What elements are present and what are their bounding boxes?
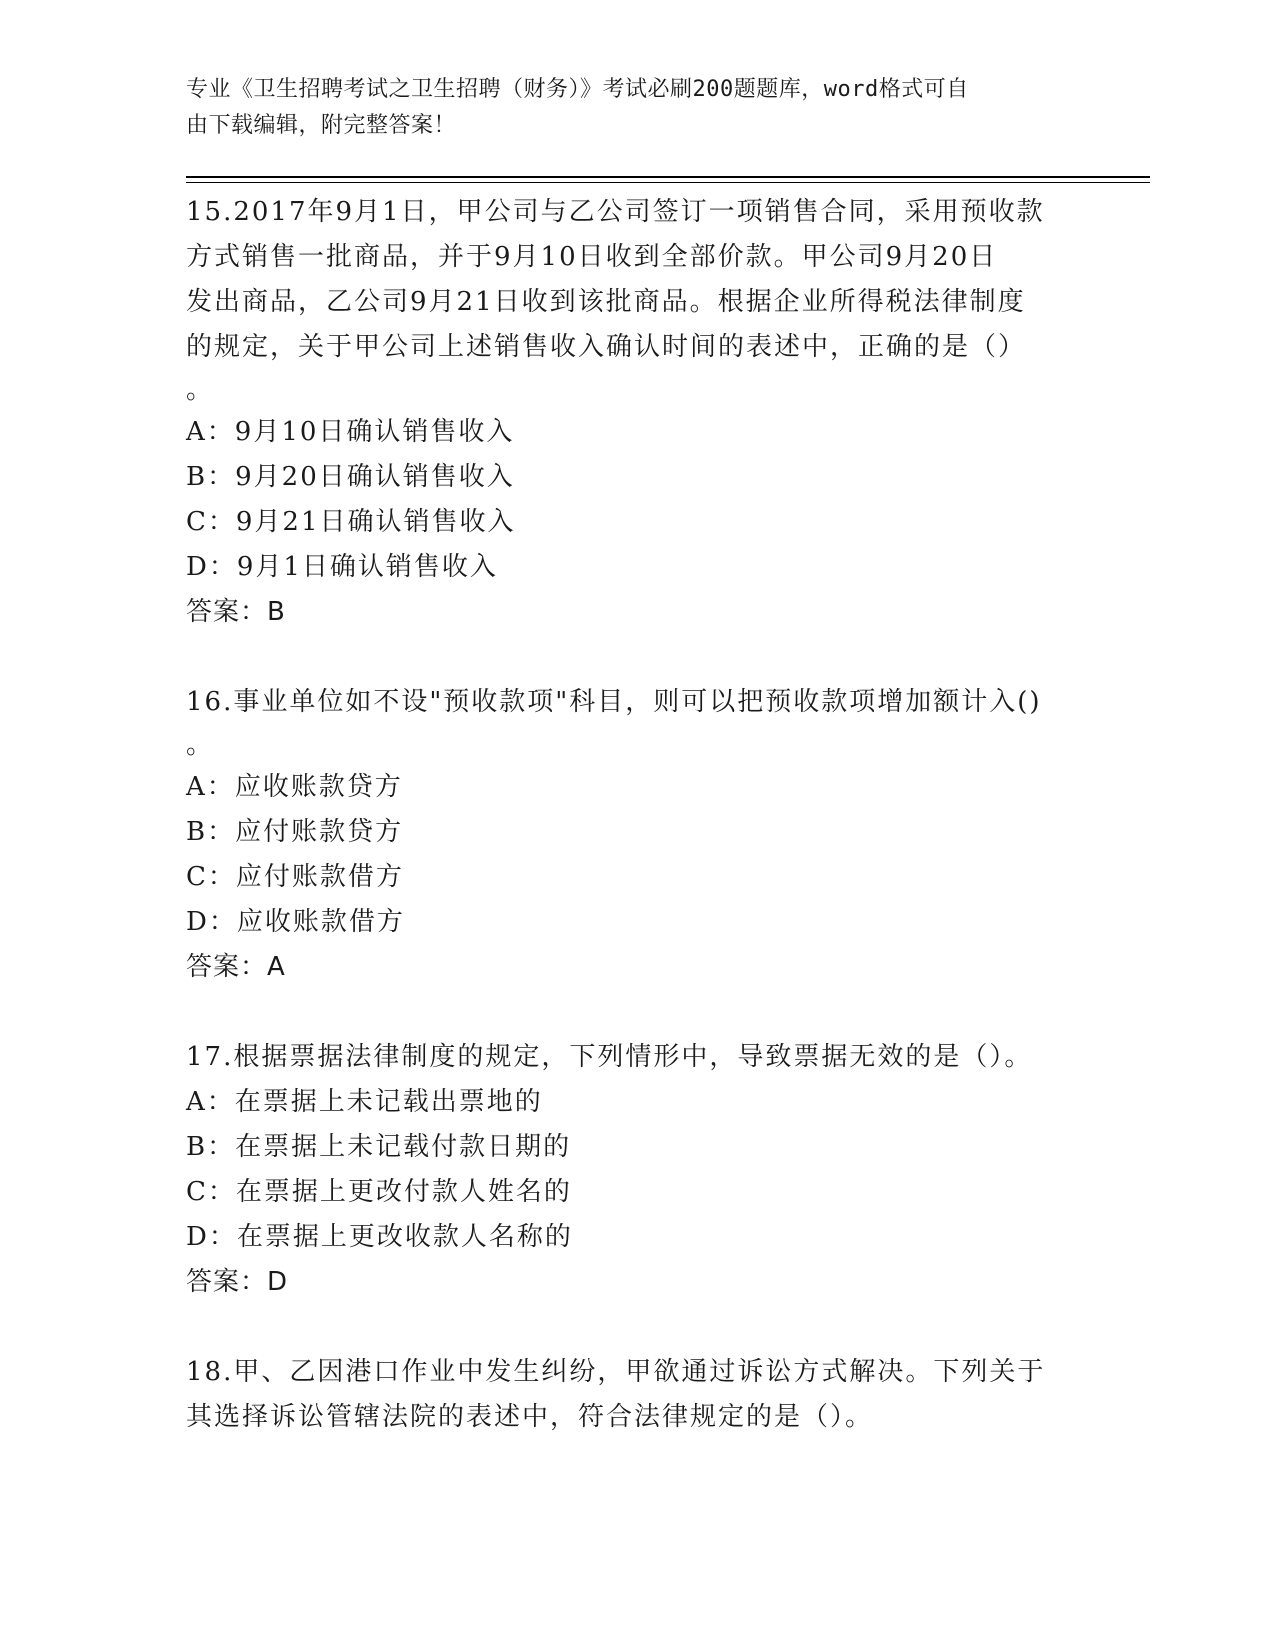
question-stem-line: 15.2017年9月1日，甲公司与乙公司签订一项销售合同，采用预收款 [186,197,1045,227]
header-rule-thin [186,182,1150,183]
question-15 [186,190,1076,635]
question-stem-line: 。 [186,730,215,760]
question-stem-line: 18.甲、乙因港口作业中发生纠纷，甲欲通过诉讼方式解决。下列关于 [186,1357,1046,1387]
option-a: A：9月10日确认销售收入 [186,417,515,447]
option-b: B：在票据上未记载付款日期的 [186,1132,572,1162]
document-header [186,72,1066,144]
question-stem-line: 发出商品，乙公司9月21日收到该批商品。根据企业所得税法律制度 [186,287,1026,317]
question-gap [186,990,1076,1035]
answer-line: 答案：D [186,1267,289,1297]
question-gap [186,635,1076,680]
question-list [186,190,1076,1440]
option-a: A：在票据上未记载出票地的 [186,1087,543,1117]
option-d: D：在票据上更改收款人名称的 [186,1222,573,1252]
option-c: C：在票据上更改付款人姓名的 [186,1177,572,1207]
option-d: D：9月1日确认销售收入 [186,552,498,582]
question-stem-line: 17.根据票据法律制度的规定，下列情形中，导致票据无效的是（）。 [186,1042,1033,1072]
question-stem-line: 的规定，关于甲公司上述销售收入确认时间的表述中，正确的是（） [186,332,1027,362]
option-c: C：应付账款借方 [186,862,404,892]
option-a: A：应收账款贷方 [186,772,403,802]
question-gap [186,1305,1076,1350]
option-d: D：应收账款借方 [186,907,405,937]
question-stem-line: 方式销售一批商品，并于9月10日收到全部价款。甲公司9月20日 [186,242,998,272]
question-17 [186,1035,1076,1305]
option-b: B：9月20日确认销售收入 [186,462,515,492]
question-18 [186,1350,1076,1440]
question-stem-line: 16.事业单位如不设"预收款项"科目，则可以把预收款项增加额计入() [186,687,1042,717]
option-c: C：9月21日确认销售收入 [186,507,516,537]
question-stem-line: 。 [186,375,215,405]
header-line-1: 专业《卫生招聘考试之卫生招聘（财务）》考试必刷200题题库，word格式可自 [186,77,969,102]
answer-line: 答案：B [186,597,286,627]
question-stem-line: 其选择诉讼管辖法院的表述中，符合法律规定的是（）。 [186,1402,874,1432]
answer-line: 答案：A [186,952,286,982]
option-b: B：应付账款贷方 [186,817,404,847]
header-line-2: 由下载编辑，附完整答案！ [186,113,457,138]
header-rule-thick [186,176,1150,178]
question-16 [186,680,1076,990]
